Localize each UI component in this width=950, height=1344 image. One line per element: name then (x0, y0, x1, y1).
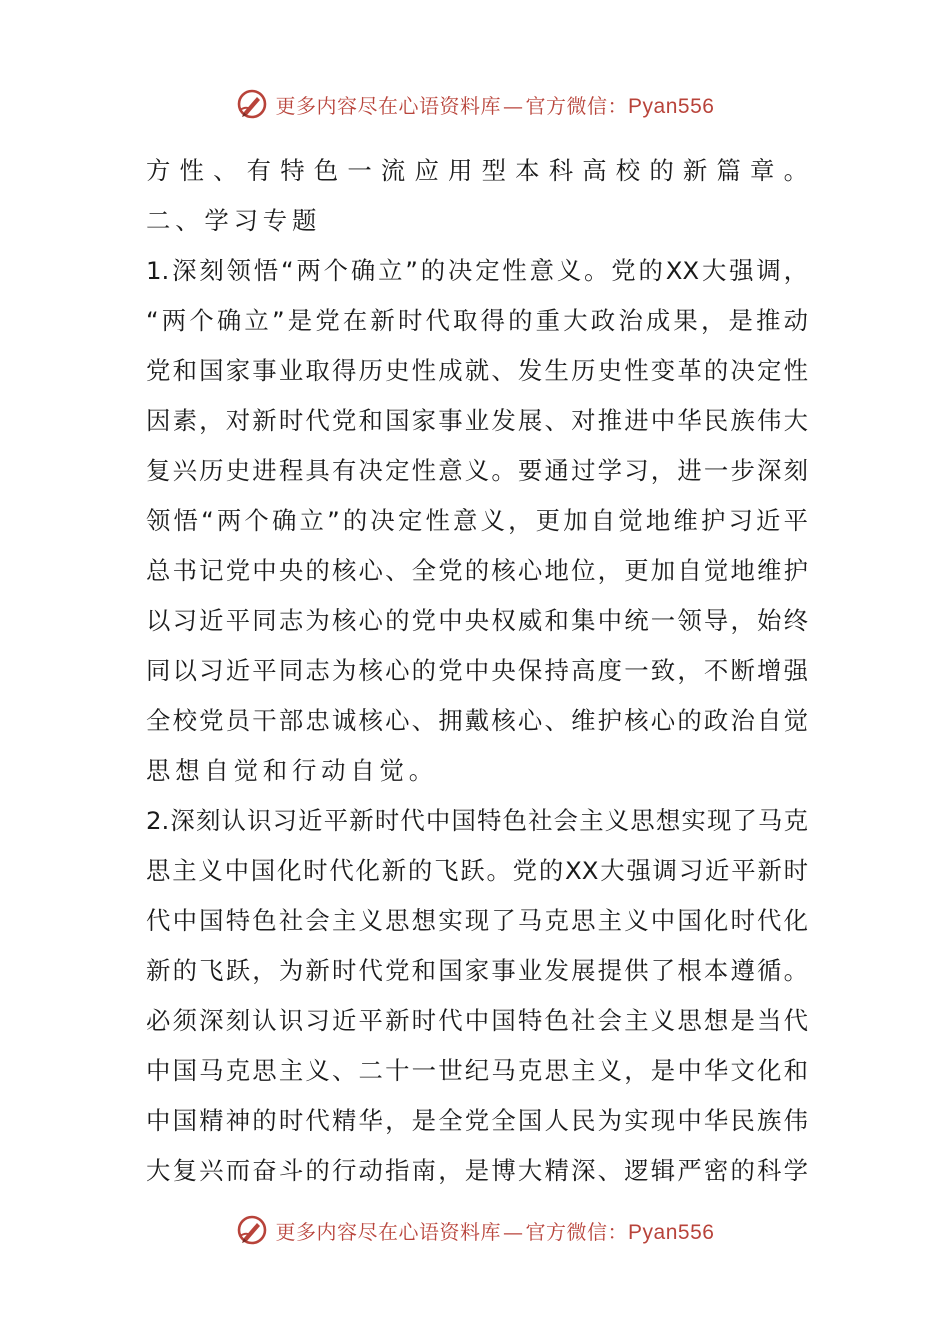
header-wechat-label: 官方微信： (525, 93, 629, 118)
pen-logo-icon (236, 88, 268, 120)
body-line: 总书记党中央的核心、全党的核心地位，更加自觉地维护 (146, 556, 808, 585)
body-line: 复兴历史进程具有决定性意义。要通过学习，进一步深刻 (146, 456, 808, 485)
section-heading: 二、学习专题 (146, 206, 322, 235)
footer-banner-text (276, 1216, 715, 1245)
header-banner-text (276, 90, 715, 119)
body-line: 同以习近平同志为核心的党中央保持高度一致，不断增强 (146, 656, 808, 685)
body-line: 新的飞跃，为新时代党和国家事业发展提供了根本遵循。 (146, 956, 808, 985)
footer-wechat-label: 官方微信： (525, 1219, 629, 1244)
footer-separator: — (503, 1219, 524, 1244)
pen-logo-icon (236, 1214, 268, 1246)
body-line: 中国精神的时代精华，是全党全国人民为实现中华民族伟 (146, 1106, 808, 1135)
body-line: 党和国家事业取得历史性成就、发生历史性变革的决定性 (146, 356, 808, 385)
body-line: 代中国特色社会主义思想实现了马克思主义中国化时代化 (146, 906, 808, 935)
header-wechat-id: Pyan556 (628, 94, 715, 118)
document-body (146, 146, 808, 1196)
body-line: 方性、有特色一流应用型本科高校的新篇章。 (146, 156, 808, 185)
body-line: “两个确立”是党在新时代取得的重大政治成果，是推动 (146, 306, 808, 335)
footer-site-text: 更多内容尽在心语资料库 (275, 1219, 502, 1244)
body-line: 大复兴而奋斗的行动指南，是博大精深、逻辑严密的科学 (146, 1156, 808, 1185)
body-line: 1.深刻领悟“两个确立”的决定性意义。党的XX大强调， (146, 256, 808, 285)
body-line: 思主义中国化时代化新的飞跃。党的XX大强调习近平新时 (146, 856, 808, 885)
header-site-text: 更多内容尽在心语资料库 (275, 93, 502, 118)
header-banner (0, 82, 950, 126)
body-line: 因素，对新时代党和国家事业发展、对推进中华民族伟大 (146, 406, 808, 435)
body-line: 思想自觉和行动自觉。 (146, 756, 438, 785)
body-line: 全校党员干部忠诚核心、拥戴核心、维护核心的政治自觉 (146, 706, 808, 735)
body-line: 必须深刻认识习近平新时代中国特色社会主义思想是当代 (146, 1006, 808, 1035)
header-separator: — (503, 93, 524, 118)
body-line: 领悟“两个确立”的决定性意义，更加自觉地维护习近平 (146, 506, 808, 535)
body-line: 以习近平同志为核心的党中央权威和集中统一领导，始终 (146, 606, 808, 635)
footer-banner (0, 1208, 950, 1252)
footer-wechat-id: Pyan556 (628, 1220, 715, 1244)
body-line: 2.深刻认识习近平新时代中国特色社会主义思想实现了马克 (146, 806, 808, 835)
body-line: 中国马克思主义、二十一世纪马克思主义，是中华文化和 (146, 1056, 808, 1085)
